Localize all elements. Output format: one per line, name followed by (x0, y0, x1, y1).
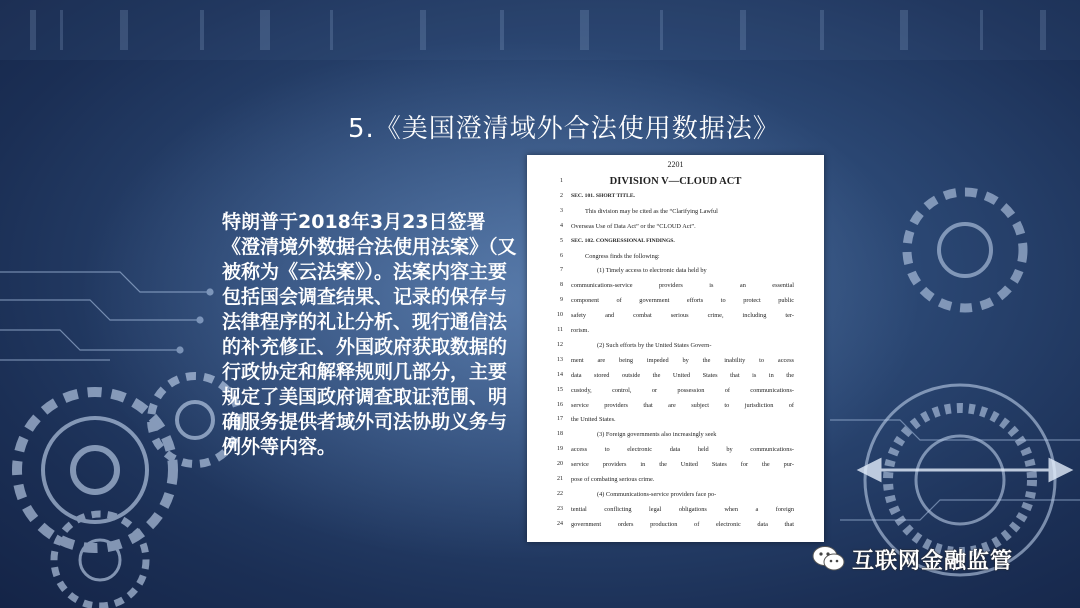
line-text: safety and combat serious crime, including ter- (571, 312, 794, 320)
document-page-number: 2201 (667, 160, 684, 169)
line-number: 18 (557, 431, 563, 438)
line-text: service providers in the United States for the pur- (571, 461, 794, 469)
line-text: access to electronic data held by communications- (571, 446, 794, 454)
line-text: Congress finds the following: (585, 252, 660, 260)
line-text: This division may be cited as the “Clarifying Lawful (585, 207, 718, 215)
line-number: 4 (560, 222, 563, 229)
document-line (527, 309, 824, 322)
line-number: 9 (560, 297, 563, 304)
line-number: 16 (557, 401, 563, 408)
line-number: 12 (557, 341, 563, 348)
document-line (527, 264, 824, 277)
slide-title: 5.《美国澄清域外合法使用数据法》 (348, 114, 780, 144)
line-text: component of government efforts to protect public (571, 297, 794, 305)
slide-body-text: 特朗普于2018年3月23日签署《澄清境外数据合法使用法案》（又被称为《云法案》）。法案内容主要包括国会调查结果、记录的保存与法律程序的礼让分析、现行通信法的补充修正、外国政府获取数据的行政协定和解释规则几部分，主要规定了美国政府调查取证范围、明确服务提供者域外司法协助义务与例外等内容。 (222, 211, 517, 458)
line-number: 24 (557, 520, 563, 527)
line-number: 6 (560, 252, 563, 259)
document-line (527, 354, 824, 367)
line-number: 2 (560, 192, 563, 199)
line-number: 20 (557, 461, 563, 468)
line-text: government orders production of electronic data that (571, 520, 794, 528)
document-line (527, 175, 824, 188)
document-line (527, 220, 824, 233)
line-number: 23 (557, 505, 563, 512)
line-number: 1 (560, 178, 563, 184)
document-line (527, 294, 824, 307)
line-number: 7 (560, 267, 563, 274)
document-line (527, 413, 824, 426)
line-number: 17 (557, 416, 563, 423)
line-text: (4) Communications-service providers face po- (597, 490, 717, 498)
line-text: pose of combating serious crime. (571, 476, 655, 483)
line-number: 3 (560, 207, 563, 214)
document-line (527, 339, 824, 352)
line-text: data stored outside the United States that is in the (571, 371, 794, 379)
document-line (527, 190, 824, 203)
line-text: custody, control, or possession of communications- (571, 386, 794, 394)
line-text: SEC. 101. SHORT TITLE. (571, 192, 635, 199)
document-line (527, 473, 824, 486)
wechat-icon (812, 545, 846, 573)
line-text: the United States. (571, 416, 616, 424)
line-number: 19 (557, 446, 563, 453)
document-line (527, 369, 824, 382)
line-text: DIVISION V—CLOUD ACT (609, 176, 742, 187)
line-text: ment are being impeded by the inability to access (571, 356, 794, 364)
line-number: 8 (560, 282, 563, 289)
line-text: communications-service providers is an essential (571, 282, 794, 290)
document-line (527, 488, 824, 501)
line-text: Overseas Use of Data Act” or the “CLOUD Act”. (571, 222, 696, 230)
watermark-text: 互联网金融监管 (852, 548, 1014, 574)
document-line (527, 205, 824, 218)
line-text: tential conflicting legal obligations when a foreign (571, 505, 794, 513)
line-number: 13 (557, 356, 563, 363)
line-number: 14 (557, 371, 563, 378)
document-line (527, 399, 824, 412)
line-text: (2) Such efforts by the United States Govern- (597, 341, 712, 349)
watermark (812, 542, 1052, 576)
document-line (527, 428, 824, 441)
document-line (527, 250, 824, 263)
line-text: (3) Foreign governments also increasingly seek (597, 431, 717, 439)
line-number: 21 (557, 476, 563, 482)
document-line (527, 503, 824, 516)
document-line (527, 324, 824, 337)
line-number: 11 (557, 327, 563, 333)
document-line (527, 235, 824, 248)
line-text: (1) Timely access to electronic data held by (597, 267, 707, 275)
document-line (527, 384, 824, 397)
document-image (527, 155, 824, 542)
line-text: SEC. 102. CONGRESSIONAL FINDINGS. (571, 237, 675, 244)
line-text: rorism. (571, 327, 590, 334)
line-number: 15 (557, 386, 563, 393)
document-line (527, 279, 824, 292)
document-line (527, 458, 824, 471)
document-line (527, 518, 824, 531)
line-number: 10 (557, 312, 563, 319)
document-line (527, 443, 824, 456)
line-text: service providers that are subject to jurisdiction of (571, 401, 794, 409)
line-number: 5 (560, 237, 563, 244)
line-number: 22 (557, 490, 563, 497)
